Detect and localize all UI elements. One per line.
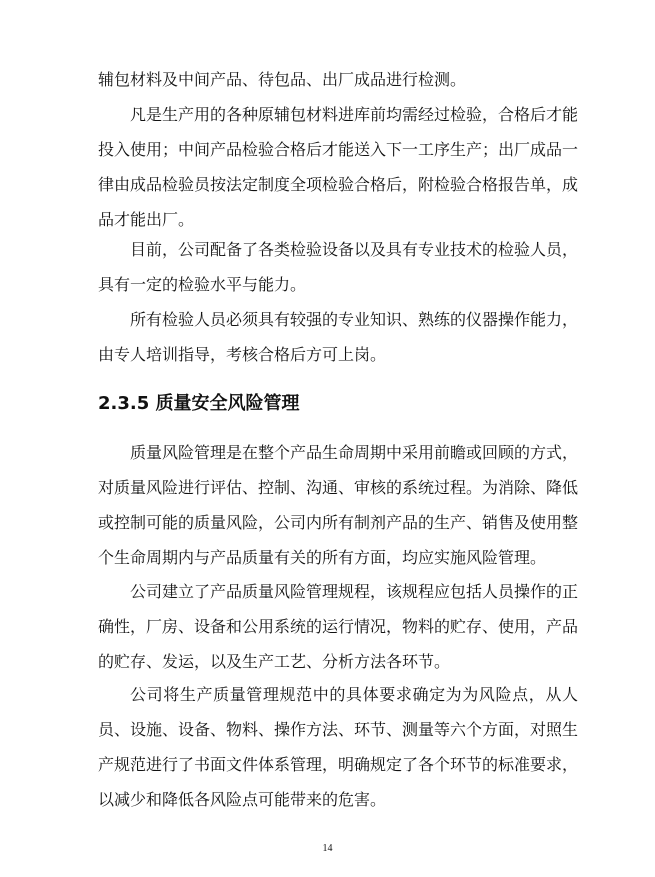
section-number: 2.3.5 — [98, 393, 150, 414]
paragraph-inspector-requirements: 所有检验人员必须具有较强的专业知识、熟练的仪器操作能力，由专人培训指导，考核合格后方可上岗。 — [98, 310, 579, 364]
paragraph-inspection-equipment: 目前，公司配备了各类检验设备以及具有专业技术的检验人员，具有一定的检验水平与能力。 — [98, 240, 579, 294]
paragraph-risk-points: 公司将生产质量管理规范中的具体要求确定为为风险点，从人员、设施、设备、物料、操作方法、环节、测量等六个方面，对照生产规范进行了书面文件体系管理，明确规定了各个环节的标准要求，以减少和降低各风险点可能带来的危害。 — [98, 685, 579, 809]
paragraph-continued: 辅包材料及中间产品、待包品、出厂成品进行检测。 — [98, 70, 467, 89]
paragraph-inspection-rules: 凡是生产用的各种原辅包材料进库前均需经过检验，合格后才能投入使用；中间产品检验合格后才能送入下一工序生产；出厂成品一律由成品检验员按法定制度全项检验合格后，附检验合格报告单，成品才能出厂。 — [98, 105, 579, 229]
paragraph-risk-management-definition: 质量风险管理是在整个产品生命周期中采用前瞻或回顾的方式，对质量风险进行评估、控制、沟通、审核的系统过程。为消除、降低或控制可能的质量风险，公司内所有制剂产品的生产、销售及使用整个生命周期内与产品质量有关的所有方面，均应实施风险管理。 — [98, 443, 579, 567]
paragraph-risk-management-procedure: 公司建立了产品质量风险管理规程，该规程应包括人员操作的正确性，厂房、设备和公用系统的运行情况，物料的贮存、使用，产品的贮存、发运，以及生产工艺、分析方法各环节。 — [98, 582, 579, 671]
page-number: 14 — [322, 843, 333, 854]
section-title: 质量安全风险管理 — [155, 393, 300, 414]
section-heading — [98, 384, 300, 424]
